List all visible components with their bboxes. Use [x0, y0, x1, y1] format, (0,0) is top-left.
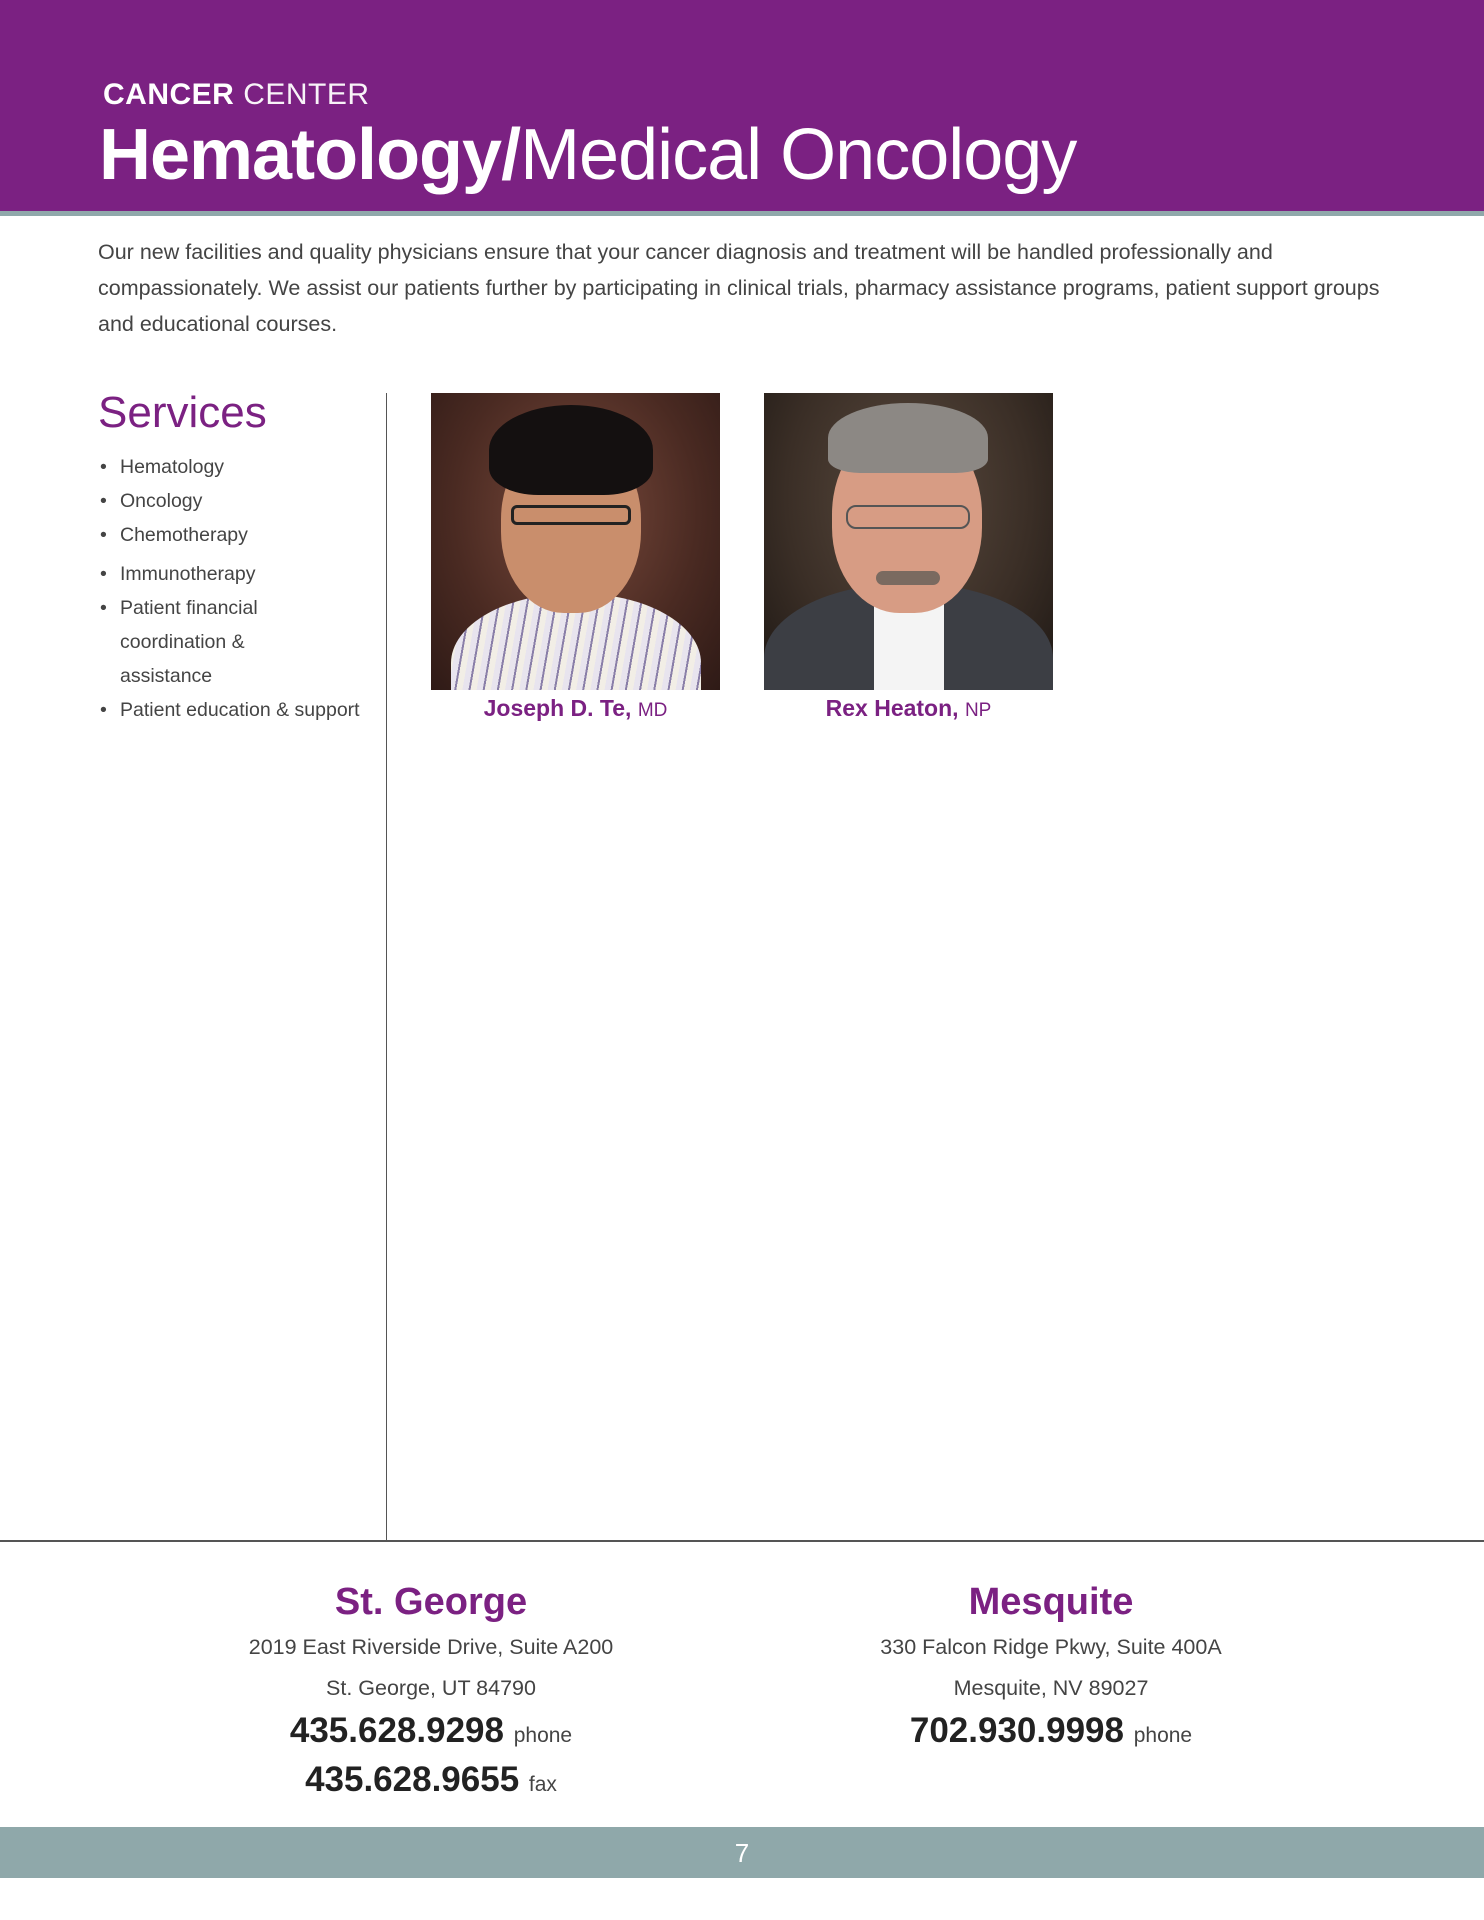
- list-item: • Patient financial coordination & assistance: [98, 591, 320, 693]
- phone-number: 702.930.9998: [909, 1711, 1124, 1750]
- location-name: St. George: [334, 1581, 528, 1623]
- provider-name: [764, 695, 1053, 722]
- location-address: 330 Falcon Ridge Pkwy, Suite 400A: [880, 1635, 1222, 1659]
- locations-divider: [0, 1540, 1484, 1542]
- provider-name-text: Joseph D. Te,: [483, 695, 632, 721]
- fax-label: fax: [528, 1773, 557, 1796]
- list-item: • Chemotherapy: [98, 518, 360, 552]
- title-light: Medical Oncology: [520, 115, 1077, 195]
- location-phone: [751, 1709, 1351, 1758]
- phone-label: phone: [1133, 1724, 1193, 1747]
- section-kicker: [103, 78, 370, 112]
- location-name: Mesquite: [968, 1581, 1134, 1623]
- services-list: [98, 450, 360, 727]
- header-divider: [0, 211, 1484, 216]
- phone-number: 435.628.9298: [289, 1711, 504, 1750]
- fax-number: 435.628.9655: [305, 1760, 520, 1799]
- provider-credential: NP: [964, 700, 992, 721]
- kicker-bold: CANCER: [103, 78, 235, 111]
- location-fax: [131, 1758, 731, 1807]
- location-st-george: [131, 1577, 731, 1807]
- list-item: • Patient education & support: [98, 693, 360, 727]
- location-city: St. George, UT 84790: [326, 1676, 536, 1700]
- phone-label: phone: [513, 1724, 573, 1747]
- list-item: • Immunotherapy: [98, 557, 360, 591]
- provider-name-text: Rex Heaton,: [825, 695, 959, 721]
- location-city: Mesquite, NV 89027: [953, 1676, 1149, 1700]
- intro-paragraph: Our new facilities and quality physicians ensure that your cancer diagnosis and treatment will be handled professionally and compassionately. We assist our patients further by participating in clinical trials, pharmacy assistance programs, patient support groups and educational courses.: [98, 240, 1380, 336]
- provider-name: [431, 695, 720, 722]
- location-phone: [131, 1709, 731, 1758]
- provider-credential: MD: [637, 700, 668, 721]
- list-item: • Hematology: [98, 450, 360, 484]
- title-bold: Hematology/: [99, 115, 521, 195]
- page-title: [99, 114, 1076, 196]
- provider-photo: [764, 393, 1053, 690]
- column-divider: [386, 393, 387, 1541]
- location-mesquite: [751, 1577, 1351, 1758]
- location-address: 2019 East Riverside Drive, Suite A200: [248, 1635, 614, 1659]
- kicker-light: CENTER: [243, 78, 370, 111]
- page-number: 7: [734, 1838, 750, 1868]
- list-item: • Oncology: [98, 484, 360, 518]
- provider-photo: [431, 393, 720, 690]
- services-heading: Services: [98, 388, 267, 437]
